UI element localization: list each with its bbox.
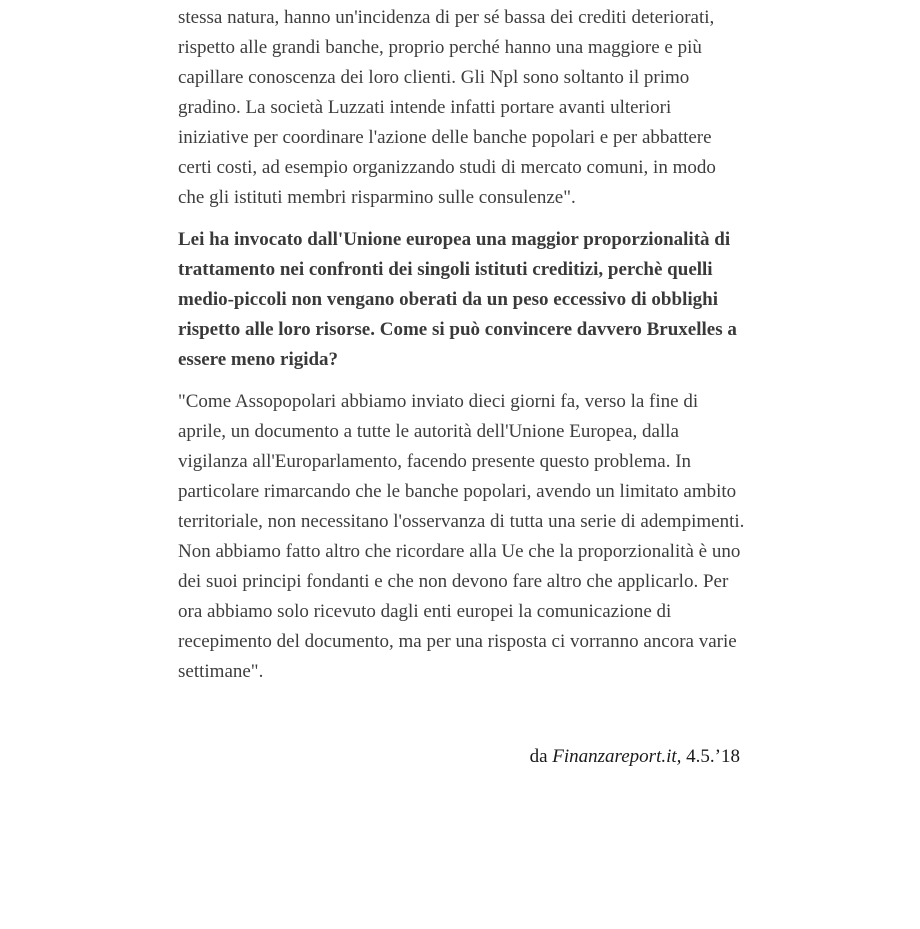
paragraph-interview-answer: "Come Assopopolari abbiamo inviato dieci giorni fa, verso la fine di aprile, un documento a tutte le autorità dell'Unione Europea, dalla vigilanza all'Europarlamento, facendo presente questo problema. In particolare rimarcando che le banche popolari, avendo un limitato ambito territoriale, non necessitano l'osservanza di tutta una serie di adempimenti. Non abbiamo fatto altro che ricordare alla Ue che la proporzionalità è uno dei suoi principi fondanti e che non devono fare altro che applicarlo. Per ora abbiamo solo ricevuto dagli enti europei la comunicazione di recepimento del documento, ma per una risposta ci vorranno ancora varie settimane". bbox=[178, 391, 745, 682]
paragraph-answer-continued: stessa natura, hanno un'incidenza di per sé bassa dei crediti deteriorati, rispetto alle grandi banche, proprio perché hanno una maggiore e più capillare conoscenza dei loro clienti. Gli Npl sono soltanto il primo gradino. La società Luzzati intende infatti portare avanti ulteriori iniziative per coordinare l'azione delle banche popolari e per abbattere certi costi, ad esempio organizzando studi di mercato comuni, in modo che gli istituti membri risparmino sulle consulenze". bbox=[178, 7, 716, 208]
attribution-date: 4.5.’18 bbox=[686, 746, 740, 767]
article-body bbox=[178, 3, 746, 769]
attribution-line bbox=[178, 745, 746, 769]
attribution-source: Finanzareport.it, bbox=[552, 746, 682, 767]
paragraph-interview-question: Lei ha invocato dall'Unione europea una maggior proporzionalità di trattamento nei confronti dei singoli istituti creditizi, perchè quelli medio-piccoli non vengano oberati da un peso eccessivo di obblighi rispetto alle loro risorse. Come si può convincere davvero Bruxelles a essere meno rigida? bbox=[178, 229, 737, 370]
attribution-prefix: da bbox=[529, 746, 548, 767]
